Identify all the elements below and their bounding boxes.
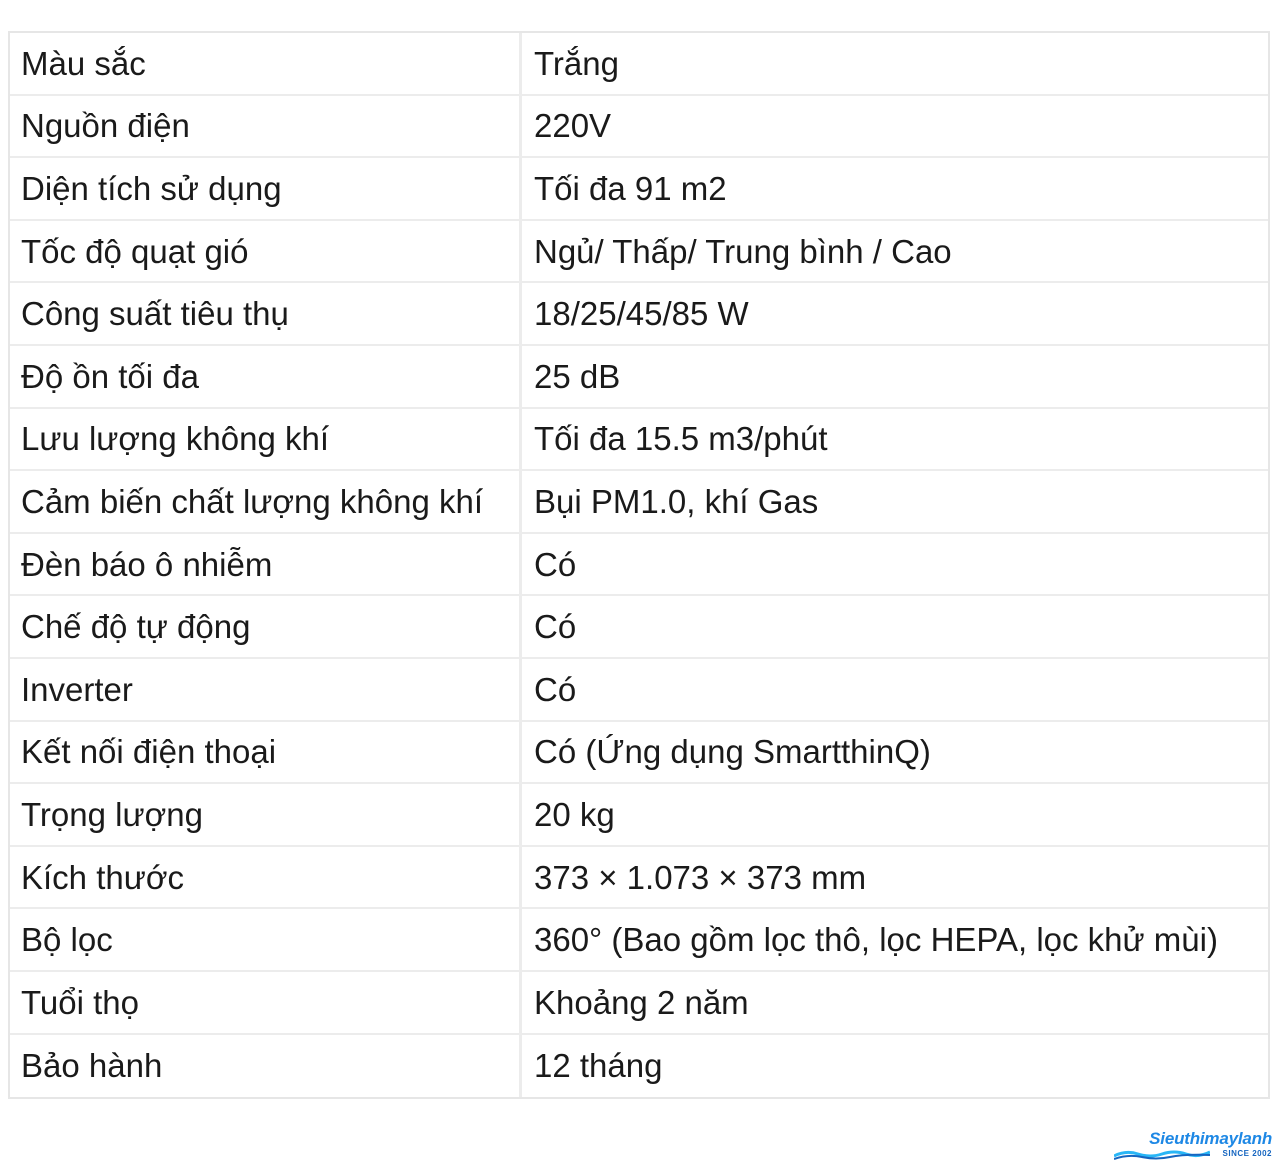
- spec-value: Có: [522, 596, 1268, 659]
- spec-value: 220V: [522, 96, 1268, 159]
- spec-label: Chế độ tự động: [10, 596, 522, 659]
- spec-value: 12 tháng: [534, 1047, 663, 1085]
- spec-label: Độ ồn tối đa: [10, 346, 522, 409]
- spec-label: Nguồn điện: [10, 96, 522, 159]
- spec-value: Tối đa 91 m2: [522, 158, 1268, 221]
- spec-value: Khoảng 2 năm: [522, 972, 1268, 1035]
- spec-row-air-quality-sensor: [10, 471, 1268, 534]
- spec-row-pollution-indicator: [10, 534, 1268, 597]
- spec-value: Có (Ứng dụng SmartthinQ): [522, 722, 1268, 785]
- spec-label: Bảo hành: [10, 1035, 522, 1098]
- spec-row-auto-mode: [10, 596, 1268, 659]
- spec-row-phone-connection: [10, 722, 1268, 785]
- spec-row-filter: [10, 909, 1268, 972]
- spec-label: Cảm biến chất lượng không khí: [10, 471, 522, 534]
- spec-label: Kích thước: [10, 847, 522, 910]
- spec-value: Bụi PM1.0, khí Gas: [522, 471, 1268, 534]
- spec-value: Có: [522, 534, 1268, 597]
- spec-label: Tốc độ quạt gió: [10, 221, 522, 284]
- spec-row-inverter: [10, 659, 1268, 722]
- watermark-logo: [1112, 1130, 1272, 1164]
- spec-label: Inverter: [10, 659, 522, 722]
- spec-row-airflow: [10, 409, 1268, 472]
- spec-row-lifespan: [10, 972, 1268, 1035]
- spec-label: Tuổi thọ: [10, 972, 522, 1035]
- spec-label: Đèn báo ô nhiễm: [10, 534, 522, 597]
- spec-value: 25 dB: [522, 346, 1268, 409]
- wave-icon: [1114, 1148, 1210, 1160]
- spec-row-max-noise: [10, 346, 1268, 409]
- spec-row-weight: [10, 784, 1268, 847]
- spec-value: Tối đa 15.5 m3/phút: [522, 409, 1268, 472]
- spec-value: 18/25/45/85 W: [522, 283, 1268, 346]
- spec-label: Kết nối điện thoại: [10, 722, 522, 785]
- spec-value: 373 × 1.073 × 373 mm: [522, 847, 1268, 910]
- spec-value: 20 kg: [522, 784, 1268, 847]
- spec-value: Có: [522, 659, 1268, 722]
- spec-table: [8, 31, 1270, 1099]
- logo-since: SINCE 2002: [1222, 1149, 1272, 1158]
- spec-row-power-consumption: [10, 283, 1268, 346]
- spec-row-warranty: [10, 1035, 1268, 1098]
- spec-label: Bộ lọc: [10, 909, 522, 972]
- spec-label: Màu sắc: [10, 33, 522, 96]
- spec-value: Trắng: [522, 33, 1268, 96]
- spec-label: Diện tích sử dụng: [10, 158, 522, 221]
- logo-name: Sieuthimaylanh: [1149, 1129, 1272, 1148]
- spec-label: Trọng lượng: [10, 784, 522, 847]
- spec-label: Lưu lượng không khí: [10, 409, 522, 472]
- spec-row-coverage-area: [10, 158, 1268, 221]
- spec-value: Ngủ/ Thấp/ Trung bình / Cao: [522, 221, 1268, 284]
- spec-value: 360° (Bao gồm lọc thô, lọc HEPA, lọc khử mùi): [522, 909, 1268, 972]
- spec-row-color: [10, 33, 1268, 96]
- spec-table-body: [10, 33, 1268, 1097]
- spec-row-fan-speed: [10, 221, 1268, 284]
- spec-row-power-source: [10, 96, 1268, 159]
- spec-label: Công suất tiêu thụ: [10, 283, 522, 346]
- spec-row-dimensions: [10, 847, 1268, 910]
